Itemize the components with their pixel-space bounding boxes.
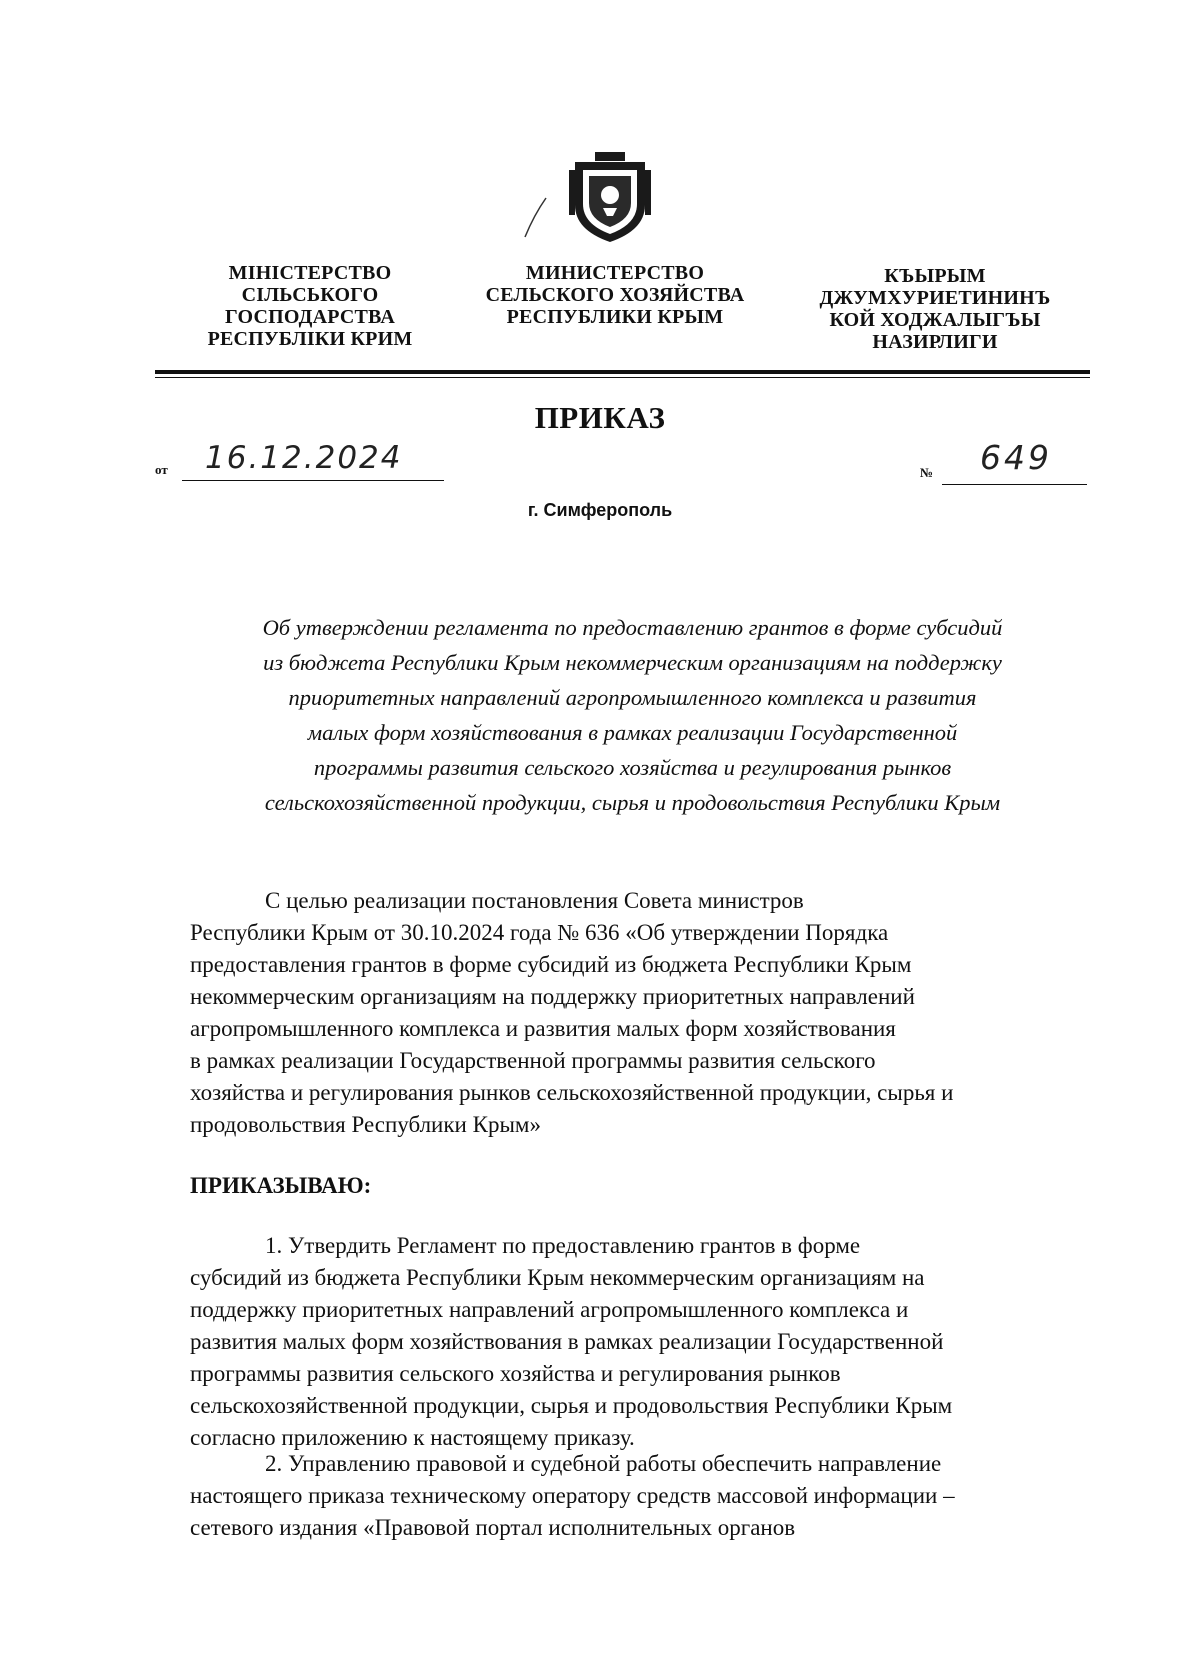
handwritten-date: 16.12.2024 [205,440,403,476]
date-label: от [155,462,168,477]
ministry-name-ukrainian [175,262,445,350]
order-subject [180,610,1085,820]
header-line: КОЙ ХОДЖАЛЫГЪЫ [829,309,1041,331]
preamble-line: продовольствия Республики Крым» [190,1112,541,1137]
ministry-name-crimean-tatar [785,265,1085,353]
handwritten-order-number: 649 [980,438,1052,477]
date-underline [182,480,444,481]
item-line: настоящего приказа техническому оператору средств массовой информации – [190,1483,955,1508]
preamble-line [190,885,1085,917]
item-line: согласно приложению к настоящему приказу. [190,1425,635,1450]
subject-line: из бюджета Республики Крым некоммерческим организациям на поддержку [263,650,1002,675]
subject-line: малых форм хозяйствования в рамках реализации Государственной [307,720,958,745]
word: «Правовой [363,1515,470,1540]
document-type-title: ПРИКАЗ [534,400,666,435]
item-line: развития малых форм хозяйствования в рамках реализации Государственной [190,1329,944,1354]
preamble-line: Республики Крым от 30.10.2024 года № 636 «Об утверждении Порядка [190,920,889,945]
order-item-1 [190,1230,1085,1454]
item-line: программы развития сельского хозяйства и регулирования рынков [190,1361,841,1386]
preamble-line: в рамках реализации Государственной программы развития сельского [190,1048,876,1073]
header-line: РЕСПУБЛИКИ КРЫМ [506,306,724,328]
word: органов [717,1515,796,1540]
header-divider-thick [155,370,1090,374]
header-line: СЕЛЬСКОГО ХОЗЯЙСТВА [485,284,745,306]
number-label: № [920,465,934,480]
header-line: МІНІСТЕРСТВО [228,262,392,284]
item-line: 1. Утвердить Регламент по предоставлению грантов в форме [265,1233,861,1258]
preamble-paragraph [190,885,1085,1141]
header-line: СІЛЬСЬКОГО [241,284,379,306]
number-underline [942,484,1087,485]
preamble-line: агропромышленного комплекса и развития малых форм хозяйствования [190,1016,896,1041]
subject-line: сельскохозяйственной продукции, сырья и продовольствия Республики Крым [264,790,1001,815]
word: портал [475,1515,543,1540]
item-line: сельскохозяйственной продукции, сырья и продовольствия Республики Крым [190,1393,953,1418]
subject-line: программы развития сельского хозяйства и регулирования рынков [313,755,952,780]
word: сетевого [190,1515,274,1540]
city-line: г. Симферополь [527,500,673,520]
header-line: КЪЫРЫМ [884,265,986,287]
word: Совета [623,888,693,913]
header-line: ГОСПОДАРСТВА [225,306,395,328]
coat-of-arms-emblem [565,150,655,245]
header-line: РЕСПУБЛІКИ КРИМ [207,328,413,350]
word: постановления [471,888,619,913]
word: С [265,888,281,913]
item-line [190,1512,1085,1544]
handwritten-pen-mark [520,195,550,240]
item-line: поддержку приоритетных направлений агропромышленного комплекса и [190,1297,909,1322]
preamble-line: хозяйства и регулирования рынков сельскохозяйственной продукции, сырья и [190,1080,954,1105]
item-line: 2. Управлению правовой и судебной работы обеспечить направление [265,1451,942,1476]
word: министров [697,888,804,913]
subject-line: приоритетных направлений агропромышленного комплекса и развития [288,685,977,710]
preamble-line: предоставления грантов в форме субсидий из бюджета Республики Крым [190,952,912,977]
word: целью [286,888,348,913]
orders-heading: ПРИКАЗЫВАЮ: [190,1173,372,1198]
word: исполнительных [548,1515,713,1540]
header-divider-thin [155,377,1090,378]
subject-line: Об утверждении регламента по предоставлению грантов в форме субсидий [262,615,1003,640]
word: реализации [353,888,466,913]
item-line: субсидий из бюджета Республики Крым некоммерческим организациям на [190,1265,925,1290]
preamble-line: некоммерческим организациям на поддержку приоритетных направлений [190,984,915,1009]
header-line: НАЗИРЛИГИ [872,331,998,353]
header-line: МИНИСТЕРСТВО [525,262,705,284]
ministry-name-russian [450,262,780,328]
order-item-2 [190,1448,1085,1544]
header-line: ДЖУМХУРИЕТИНИНЪ [819,287,1051,309]
word: издания [279,1515,358,1540]
